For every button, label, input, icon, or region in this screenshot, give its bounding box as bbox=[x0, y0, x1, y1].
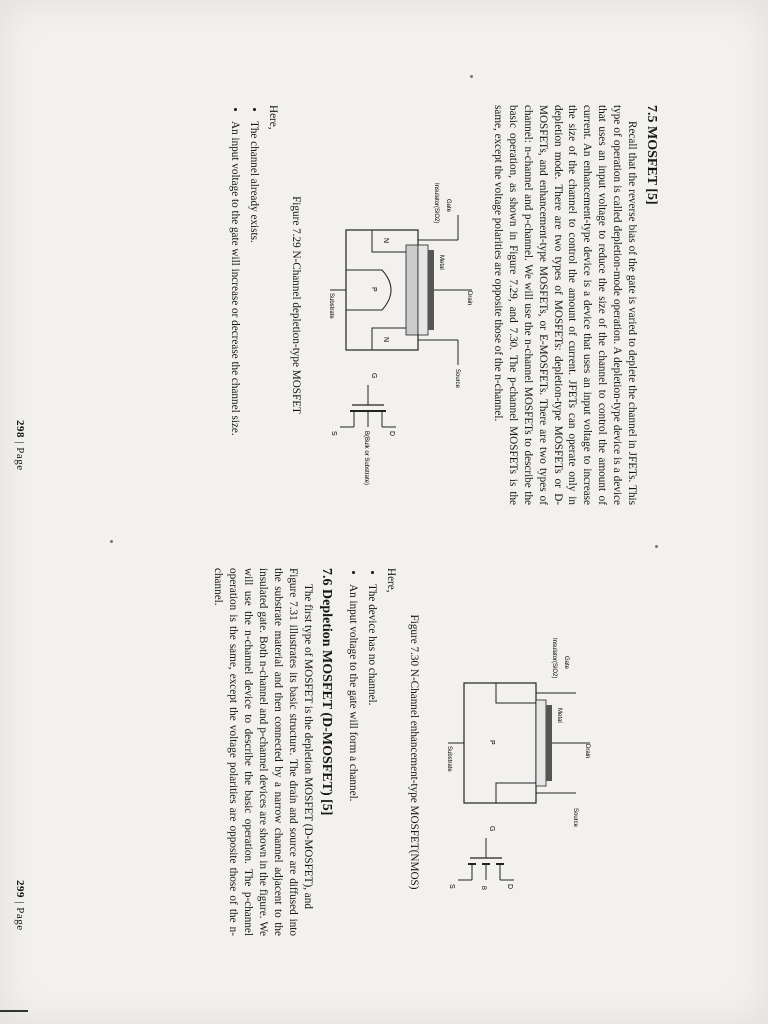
bullet-list bbox=[228, 105, 262, 505]
section-heading-7-5: 7.5 MOSFET [5] bbox=[644, 105, 659, 205]
page-number: 299 bbox=[14, 880, 26, 898]
diagram-label-p: P bbox=[370, 287, 378, 292]
here-label: Here, bbox=[267, 105, 280, 130]
symbol-label-s: S bbox=[330, 431, 338, 436]
bullet-item: • The channel already exists. bbox=[246, 121, 261, 505]
depletion-mosfet-diagram bbox=[310, 105, 480, 505]
right-page bbox=[210, 568, 608, 936]
n-channel bbox=[406, 245, 418, 335]
symbol-label-g: G bbox=[488, 826, 495, 832]
figure-7-29 bbox=[305, 105, 480, 505]
symbol-label-s: S bbox=[448, 884, 455, 889]
n-region-source bbox=[496, 783, 536, 803]
page-footer-299 bbox=[14, 880, 26, 931]
diagram-label-metal: Metal bbox=[438, 255, 445, 270]
diagram-label-substrate: Substrate bbox=[328, 293, 335, 319]
enhancement-mosfet-diagram bbox=[428, 568, 598, 936]
symbol-label-d: D bbox=[506, 884, 513, 890]
metal-layer bbox=[546, 705, 552, 781]
scan-speck bbox=[110, 540, 113, 543]
diagram-label-p: P bbox=[488, 740, 495, 745]
symbol-label-d: D bbox=[388, 431, 396, 437]
diagram-label-source: Source bbox=[454, 369, 461, 389]
dmosfet-paragraph-first-line: The first type of MOSFET is the depletion MOSFET (D-MOSFET), and bbox=[301, 584, 314, 909]
here-label: Here, bbox=[385, 568, 398, 593]
symbol-label-g: G bbox=[370, 373, 378, 379]
bullet-item: • An input voltage to the gate will form a channel. bbox=[345, 584, 360, 936]
insulator-layer bbox=[418, 245, 428, 335]
diagram-label-insulator: Insulator(SiO2) bbox=[551, 638, 557, 679]
scan-speck bbox=[470, 75, 473, 78]
section-heading-7-6: 7.6 Depletion MOSFET (D-MOSFET) [5] bbox=[319, 568, 335, 816]
metal-layer bbox=[428, 250, 434, 330]
symbol-label-b: B(Bulk or Substrate) bbox=[363, 431, 370, 486]
page-footer-298 bbox=[14, 420, 26, 471]
figure-7-30-caption: Figure 7.30 N-Channel enhancement-type MOSFET(NMOS) bbox=[408, 614, 421, 890]
bullet-list bbox=[345, 568, 379, 936]
page-word: | Page bbox=[14, 441, 26, 471]
diagram-label-metal: Metal bbox=[556, 708, 562, 723]
p-region bbox=[346, 270, 391, 310]
diagram-label-gate: Gate bbox=[563, 656, 569, 670]
page-number: 298 bbox=[14, 420, 26, 438]
diagram-label-n-left: N bbox=[382, 238, 390, 244]
symbol-label-b: B bbox=[480, 886, 486, 891]
figure-7-30 bbox=[423, 568, 598, 936]
page-word: | Page bbox=[14, 901, 26, 931]
substrate-body bbox=[464, 683, 536, 803]
left-page bbox=[224, 105, 659, 505]
mosfet-paragraph: Recall that the reverse bias of the gate is varied to deplete the channel in JFETs. This type of operation is called depletion-mode operation. A depletion-type device is a device that uses an input voltage to reduce the size of the channel to control the amount of current. An enhancement-type device is a device that uses an input voltage to increase the size of the channel to control the amount of current. JFETs can operate only in depletion mode. There are two types of MOSFETs: depletion-type MOSFETs or D-MOSFETs, and enhancement-type MOSFETs, or E-MOSFETs. There are two types of channel: n-channel and p-channel. We will use the n-channel MOSFETs to describe the basic operation, as shown in Figure 7.29, and 7.30. The p-channel MOSFETs is the same, except the voltage polarities are opposite those of the n-channel. bbox=[491, 105, 639, 505]
diagram-label-drain: Drain bbox=[466, 291, 473, 306]
bullet-item: • An input voltage to the gate will increase or decrease the channel size. bbox=[228, 121, 243, 505]
insulator-layer bbox=[536, 700, 546, 786]
dmosfet-paragraph: Figure 7.31 illustrates its basic structure. The drain and source are diffused into the substrate material and then connected by a narrow channel adjacent to the insulated gate. Both n-channel and p-channel devices are shown in the figure. We will use the n-channel device to describe the basic operation. The p-channel operation is the same, except the voltage polarities are opposite those of the n-channel. bbox=[212, 568, 299, 936]
figure-7-29-caption: Figure 7.29 N-Channel depletion-type MOSFET bbox=[290, 196, 303, 414]
diagram-label-insulator: Insulator(SiO2) bbox=[433, 183, 440, 224]
diagram-label-drain: Drain bbox=[584, 744, 590, 759]
scan-mark bbox=[0, 1010, 28, 1012]
bullet-item: • The device has no channel. bbox=[364, 584, 379, 936]
diagram-label-gate: Gate bbox=[445, 199, 452, 213]
diagram-label-substrate: Substrate bbox=[446, 746, 452, 772]
diagram-label-source: Source bbox=[572, 808, 578, 828]
diagram-label-n-right: N bbox=[382, 337, 390, 343]
n-region-drain bbox=[496, 683, 536, 703]
scan-speck bbox=[655, 545, 658, 548]
